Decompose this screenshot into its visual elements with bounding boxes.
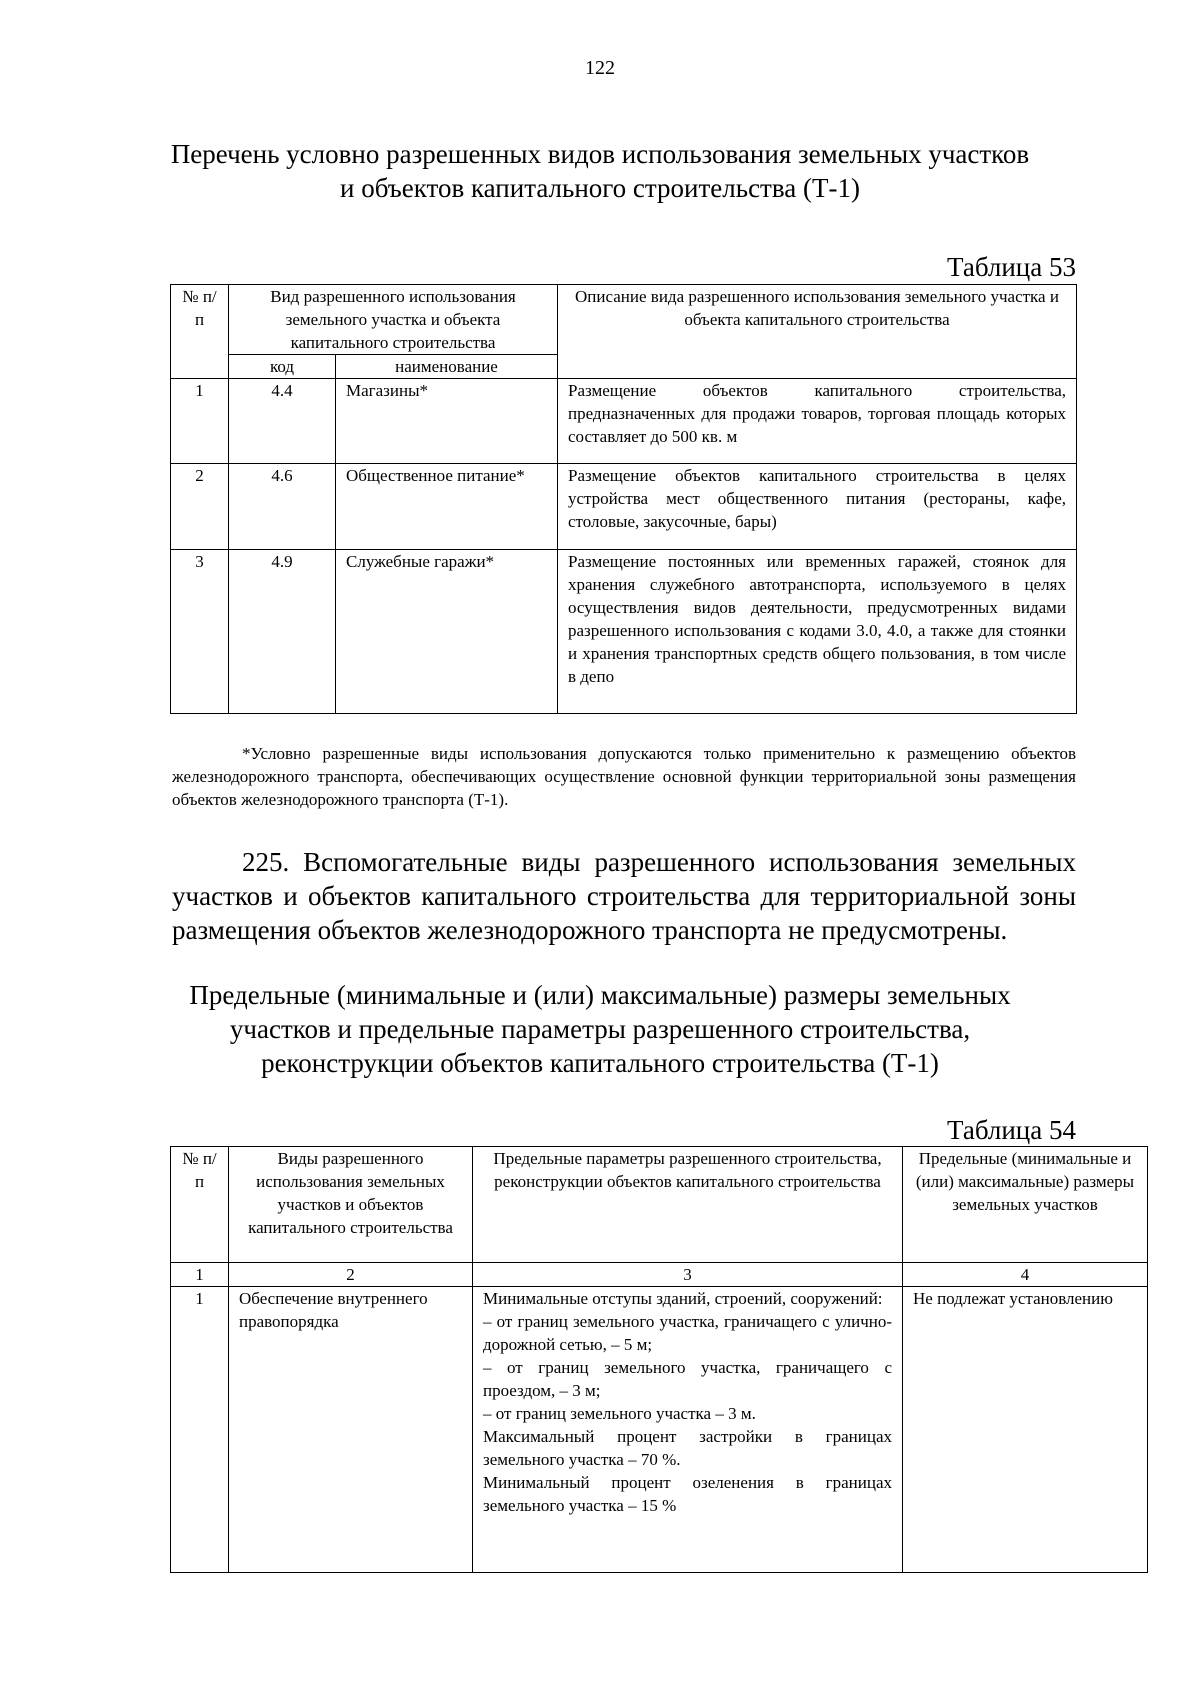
param-line: Максимальный процент застройки в границах земельного участка – 70 %. bbox=[483, 1427, 892, 1469]
row-description: Размещение объектов капитального строительства, предназначенных для продажи товаров, торговая площадь которых составляет до 500 кв. м bbox=[558, 379, 1077, 464]
table-row bbox=[171, 550, 1077, 714]
header-sizes: Предельные (минимальные и (или) максимальные) размеры земельных участков bbox=[903, 1147, 1148, 1263]
page-number: 122 bbox=[585, 57, 615, 79]
heading-line: и объектов капитального строительства (Т-1) bbox=[340, 173, 860, 203]
row-num: 2 bbox=[171, 464, 229, 550]
row-code: 4.4 bbox=[229, 379, 336, 464]
header-num: № п/п bbox=[171, 285, 229, 379]
table-row bbox=[171, 464, 1077, 550]
header-params: Предельные параметры разрешенного строительства, реконструкции объектов капитального строительства bbox=[473, 1147, 903, 1263]
header-code: код bbox=[229, 355, 336, 379]
column-number: 3 bbox=[473, 1263, 903, 1287]
row-code: 4.6 bbox=[229, 464, 336, 550]
heading-limits bbox=[120, 978, 1080, 1080]
row-num: 1 bbox=[171, 1287, 229, 1573]
column-number: 4 bbox=[903, 1263, 1148, 1287]
header-name: наименование bbox=[336, 355, 558, 379]
header-vid: Вид разрешенного использования земельного участка и объекта капитального строительства bbox=[229, 285, 558, 355]
header-description: Описание вида разрешенного использования земельного участка и объекта капитального строительства bbox=[558, 285, 1077, 379]
table-53-caption: Таблица 53 bbox=[947, 252, 1076, 282]
param-line: Минимальные отступы зданий, строений, сооружений: bbox=[483, 1289, 883, 1308]
param-line: – от границ земельного участка – 3 м. bbox=[483, 1404, 756, 1423]
row-params bbox=[473, 1287, 903, 1573]
paragraph-225 bbox=[172, 845, 1076, 947]
row-num: 3 bbox=[171, 550, 229, 714]
heading-line: Предельные (минимальные и (или) максимальные) размеры земельных bbox=[189, 980, 1011, 1010]
row-description: Размещение постоянных или временных гаражей, стоянок для хранения служебного автотранспорта, используемого в целях осуществления видов деятельности, предусмотренных видами разрешенного использования с кодами 3.0, 4.0, а также для стоянки и хранения транспортных средств общего пользования, в том числе в депо bbox=[558, 550, 1077, 714]
row-name: Общественное питание* bbox=[336, 464, 558, 550]
table-53 bbox=[170, 284, 1077, 714]
param-line: – от границ земельного участка, граничащего с улично-дорожной сетью, – 5 м; bbox=[483, 1312, 892, 1354]
row-vid: Обеспечение внутреннего правопорядка bbox=[229, 1287, 473, 1573]
param-line: – от границ земельного участка, граничащего с проездом, – 3 м; bbox=[483, 1358, 892, 1400]
table-54 bbox=[170, 1146, 1148, 1573]
row-name: Магазины* bbox=[336, 379, 558, 464]
paragraph-text: 225. Вспомогательные виды разрешенного использования земельных участков и объектов капитального строительства для территориальной зоны размещения объектов железнодорожного транспорта не предусмотрены. bbox=[172, 847, 1076, 945]
column-number: 2 bbox=[229, 1263, 473, 1287]
column-number: 1 bbox=[171, 1263, 229, 1287]
row-code: 4.9 bbox=[229, 550, 336, 714]
param-line: Минимальный процент озеленения в границах земельного участка – 15 % bbox=[483, 1473, 892, 1515]
footnote: *Условно разрешенные виды использования допускаются только применительно к размещению объектов железнодорожного транспорта, обеспечивающих осуществление основной функции территориальной зоны размещения объектов железнодорожного транспорта (Т-1). bbox=[172, 744, 1076, 809]
heading-line: реконструкции объектов капитального строительства (Т-1) bbox=[261, 1048, 939, 1078]
heading-line: Перечень условно разрешенных видов использования земельных участков bbox=[170, 139, 1030, 169]
row-description: Размещение объектов капитального строительства в целях устройства мест общественного питания (рестораны, кафе, столовые, закусочные, бары) bbox=[558, 464, 1077, 550]
header-vid: Виды разрешенного использования земельных участков и объектов капитального строительства bbox=[229, 1147, 473, 1263]
header-num: № п/п bbox=[171, 1147, 229, 1263]
row-num: 1 bbox=[171, 379, 229, 464]
row-sizes: Не подлежат установлению bbox=[903, 1287, 1148, 1573]
table-row bbox=[171, 1287, 1148, 1573]
table-54-caption: Таблица 54 bbox=[947, 1115, 1076, 1145]
heading-conditional-uses bbox=[120, 137, 1080, 205]
table-row bbox=[171, 379, 1077, 464]
row-name: Служебные гаражи* bbox=[336, 550, 558, 714]
heading-line: участков и предельные параметры разрешенного строительства, bbox=[229, 1014, 971, 1044]
